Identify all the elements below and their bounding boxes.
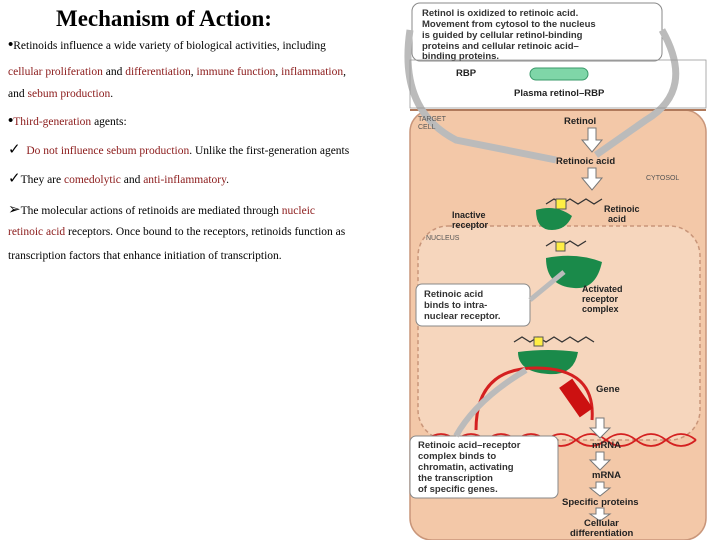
retinoic-acid-label: Retinoic acid xyxy=(556,156,616,167)
callout-top-line: is guided by cellular retinol-binding xyxy=(422,30,583,41)
gene-label: Gene xyxy=(596,384,620,395)
callout-bottom-line: complex binds to xyxy=(418,451,497,462)
check-icon: ✓ xyxy=(8,142,21,158)
activated-label: Activated xyxy=(582,284,623,294)
callout-mid-line: Retinoic acid xyxy=(424,289,484,300)
mechanism-figure xyxy=(396,0,714,540)
callout-top xyxy=(412,3,662,62)
text-fragment: The molecular actions of retinoids are mediated through xyxy=(20,205,282,217)
check-icon: ✓ xyxy=(8,171,21,187)
callout-bottom-line: the transcription xyxy=(418,473,493,484)
plasma-panel xyxy=(410,60,706,108)
slide-title: Mechanism of Action: xyxy=(56,6,272,31)
bullet-1-line-3 xyxy=(8,88,113,100)
callout-top-line: Movement from cytosol to the nucleus xyxy=(422,19,596,30)
retinoic-acid-2-label: Retinoic xyxy=(604,204,640,214)
mrna-1-label: mRNA xyxy=(592,440,622,451)
callout-mid-line: binds to intra- xyxy=(424,300,488,311)
target-cell-label: CELL xyxy=(418,124,436,131)
rbp-shape xyxy=(530,68,588,80)
target-cell-label: TARGET xyxy=(418,116,446,123)
proteins-label: Specific proteins xyxy=(562,497,639,508)
term-nucleic: nucleic xyxy=(281,205,315,217)
callout-top-line: Retinol is oxidized to retinoic acid. xyxy=(422,8,579,19)
callout-bottom-line: of specific genes. xyxy=(418,484,498,495)
text-fragment: . xyxy=(110,88,114,100)
bullet-2 xyxy=(8,113,127,130)
term-sebum-production: sebum production xyxy=(106,145,190,157)
inactive-receptor-label: receptor xyxy=(452,220,489,230)
cellular-label: Cellular xyxy=(584,518,619,529)
text-fragment: agents: xyxy=(91,116,127,128)
callout-bottom-line: Retinoic acid–receptor xyxy=(418,440,521,451)
activated-label: receptor xyxy=(582,294,619,304)
callout-bottom-line: chromatin, activating xyxy=(418,462,514,473)
mrna-2-label: mRNA xyxy=(592,470,622,481)
plasma-label: Plasma retinol–RBP xyxy=(514,88,605,99)
text-fragment: and xyxy=(102,66,126,78)
check-1 xyxy=(8,140,349,159)
callout-mid-line: nuclear receptor. xyxy=(424,311,501,322)
term-immune-function: immune function xyxy=(196,66,276,78)
callout-top-line: proteins and cellular retinoic acid– xyxy=(422,41,579,52)
text-fragment: Do not influence xyxy=(26,145,107,157)
text-fragment: , xyxy=(343,66,347,78)
bullet-1-line-2 xyxy=(8,66,346,78)
bullet-marker: • xyxy=(8,113,14,129)
check-2 xyxy=(8,169,229,188)
term-comedolytic: comedolytic xyxy=(64,174,121,186)
arrow-bullet-line-1 xyxy=(8,200,315,219)
inactive-receptor-label: Inactive xyxy=(452,210,486,220)
retinoic-acid-2-label: acid xyxy=(608,214,627,224)
text-fragment: and xyxy=(8,88,28,100)
text-fragment: . xyxy=(226,174,229,186)
bullet-1-line-1 xyxy=(8,37,326,54)
term-inflammation: inflammation xyxy=(281,66,344,78)
retinol-label: Retinol xyxy=(564,116,597,127)
callout-top-line: binding proteins. xyxy=(422,51,500,62)
term-differentiation: differentiation xyxy=(125,66,191,78)
callout-mid xyxy=(416,284,530,326)
term-third-generation: Third-generation xyxy=(13,116,92,128)
nucleus-label: NUCLEUS xyxy=(426,235,460,242)
bullet-marker: • xyxy=(8,37,14,53)
text-fragment: , xyxy=(275,66,282,78)
bullet-1-text: Retinoids influence a wide variety of biological activities, including xyxy=(13,40,326,52)
text-fragment: They are xyxy=(20,174,64,186)
cellular-label: differentiation xyxy=(570,528,634,539)
term-anti-inflammatory: anti-inflammatory xyxy=(143,174,227,186)
arrow-bullet-icon: ➢ xyxy=(8,202,21,218)
term-retinoic-acid: retinoic acid xyxy=(8,226,66,238)
rbp-label: RBP xyxy=(456,68,477,79)
cytosol-label: CYTOSOL xyxy=(646,175,680,182)
arrow-bullet-line-2 xyxy=(8,226,345,238)
text-fragment: , xyxy=(190,66,197,78)
text-fragment: . Unlike the first-generation agents xyxy=(189,145,350,157)
activated-label: complex xyxy=(582,304,619,314)
term-cellular-proliferation: cellular proliferation xyxy=(8,66,103,78)
term-sebum-production: sebum production xyxy=(27,88,111,100)
text-fragment: and xyxy=(120,174,144,186)
arrow-bullet-line-3: transcription factors that enhance initiation of transcription. xyxy=(8,250,282,262)
text-fragment: receptors. Once bound to the receptors, retinoids function as xyxy=(65,226,346,238)
callout-bottom xyxy=(410,436,558,498)
